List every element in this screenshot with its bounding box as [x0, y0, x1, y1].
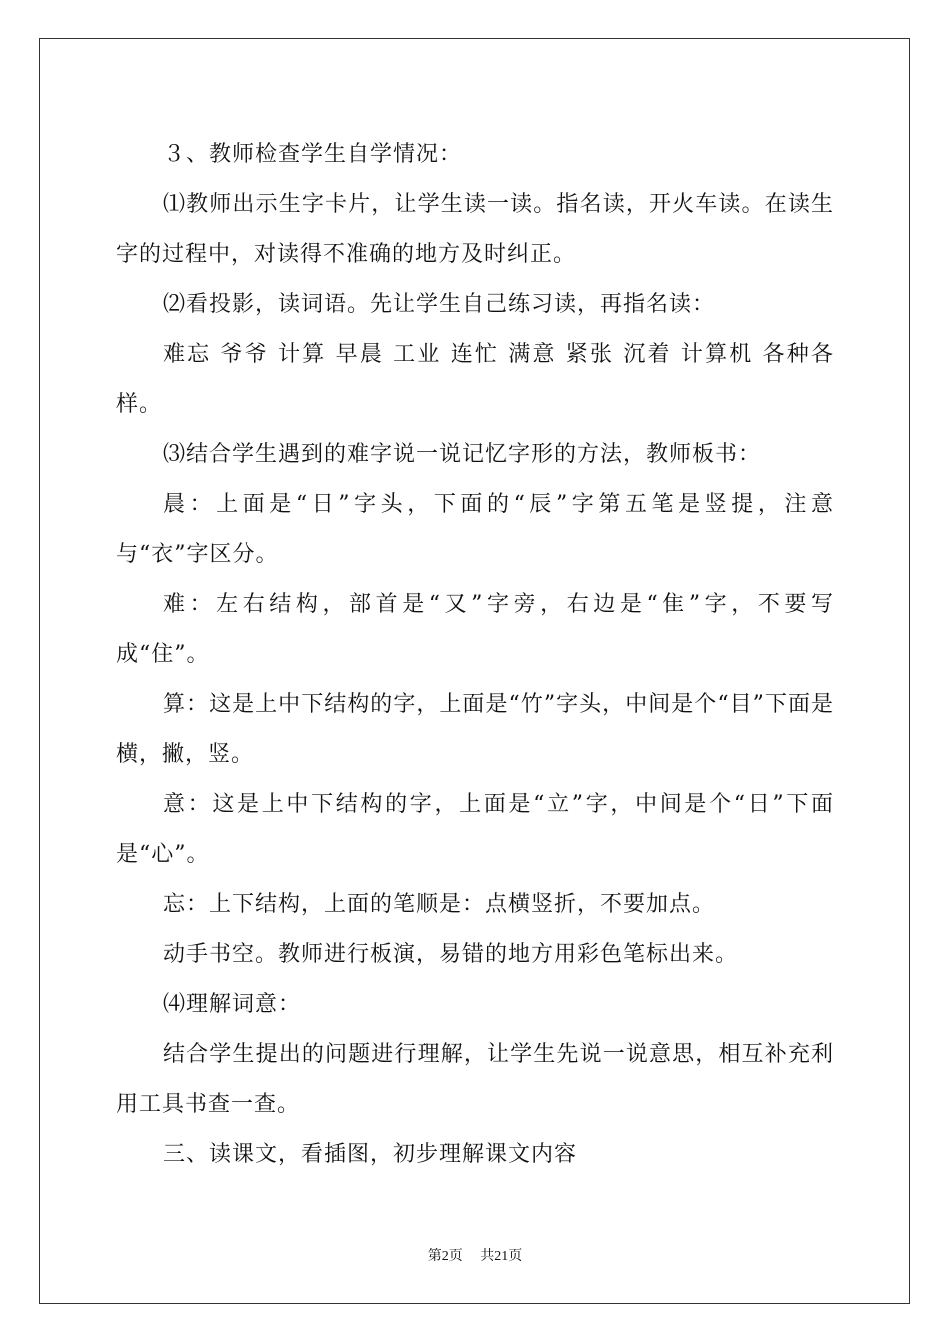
- paragraph-word-meaning: 结合学生提出的问题进行理解，让学生先说一说意思，相互补充利用工具书查一查。: [116, 1042, 834, 1117]
- paragraph-air-writing: 动手书空。教师进行板演，易错的地方用彩色笔标出来。: [163, 942, 739, 967]
- paragraph-word-list: 难忘 爷爷 计算 早晨 工业 连忙 满意 紧张 沉着 计算机 各种各样。: [116, 342, 834, 417]
- paragraph-flashcards: ⑴教师出示生字卡片，让学生读一读。指名读，开火车读。在读生字的过程中，对读得不准确的地方及时纠正。: [116, 192, 834, 267]
- paragraph-char-chen: 晨：上面是“日”字头，下面的“辰”字第五笔是竖提，注意与“衣”字区分。: [116, 492, 834, 567]
- document-body: [116, 130, 834, 1180]
- paragraph-char-suan: 算：这是上中下结构的字，上面是“竹”字头，中间是个“目”下面是横，撇，竖。: [116, 692, 834, 767]
- page-footer: [0, 1245, 950, 1265]
- paragraph-word-meaning-title: ⑷理解词意：: [163, 992, 302, 1017]
- page-number: 第2页: [427, 1249, 463, 1264]
- page-total: 共21页: [480, 1249, 523, 1264]
- paragraph-char-nan: 难：左右结构，部首是“又”字旁，右边是“隹”字，不要写成“住”。: [116, 592, 834, 667]
- paragraph-step-3-title: ３、教师检查学生自学情况：: [163, 142, 463, 167]
- paragraph-char-yi: 意：这是上中下结构的字，上面是“立”字，中间是个“日”下面是“心”。: [116, 792, 834, 867]
- paragraph-section-3-heading: 三、读课文，看插图，初步理解课文内容: [163, 1142, 578, 1167]
- paragraph-projection-words: ⑵看投影，读词语。先让学生自己练习读，再指名读：: [163, 292, 716, 317]
- paragraph-memory-methods: ⑶结合学生遇到的难字说一说记忆字形的方法，教师板书：: [163, 442, 762, 467]
- paragraph-char-wang: 忘：上下结构，上面的笔顺是：点横竖折，不要加点。: [163, 892, 716, 917]
